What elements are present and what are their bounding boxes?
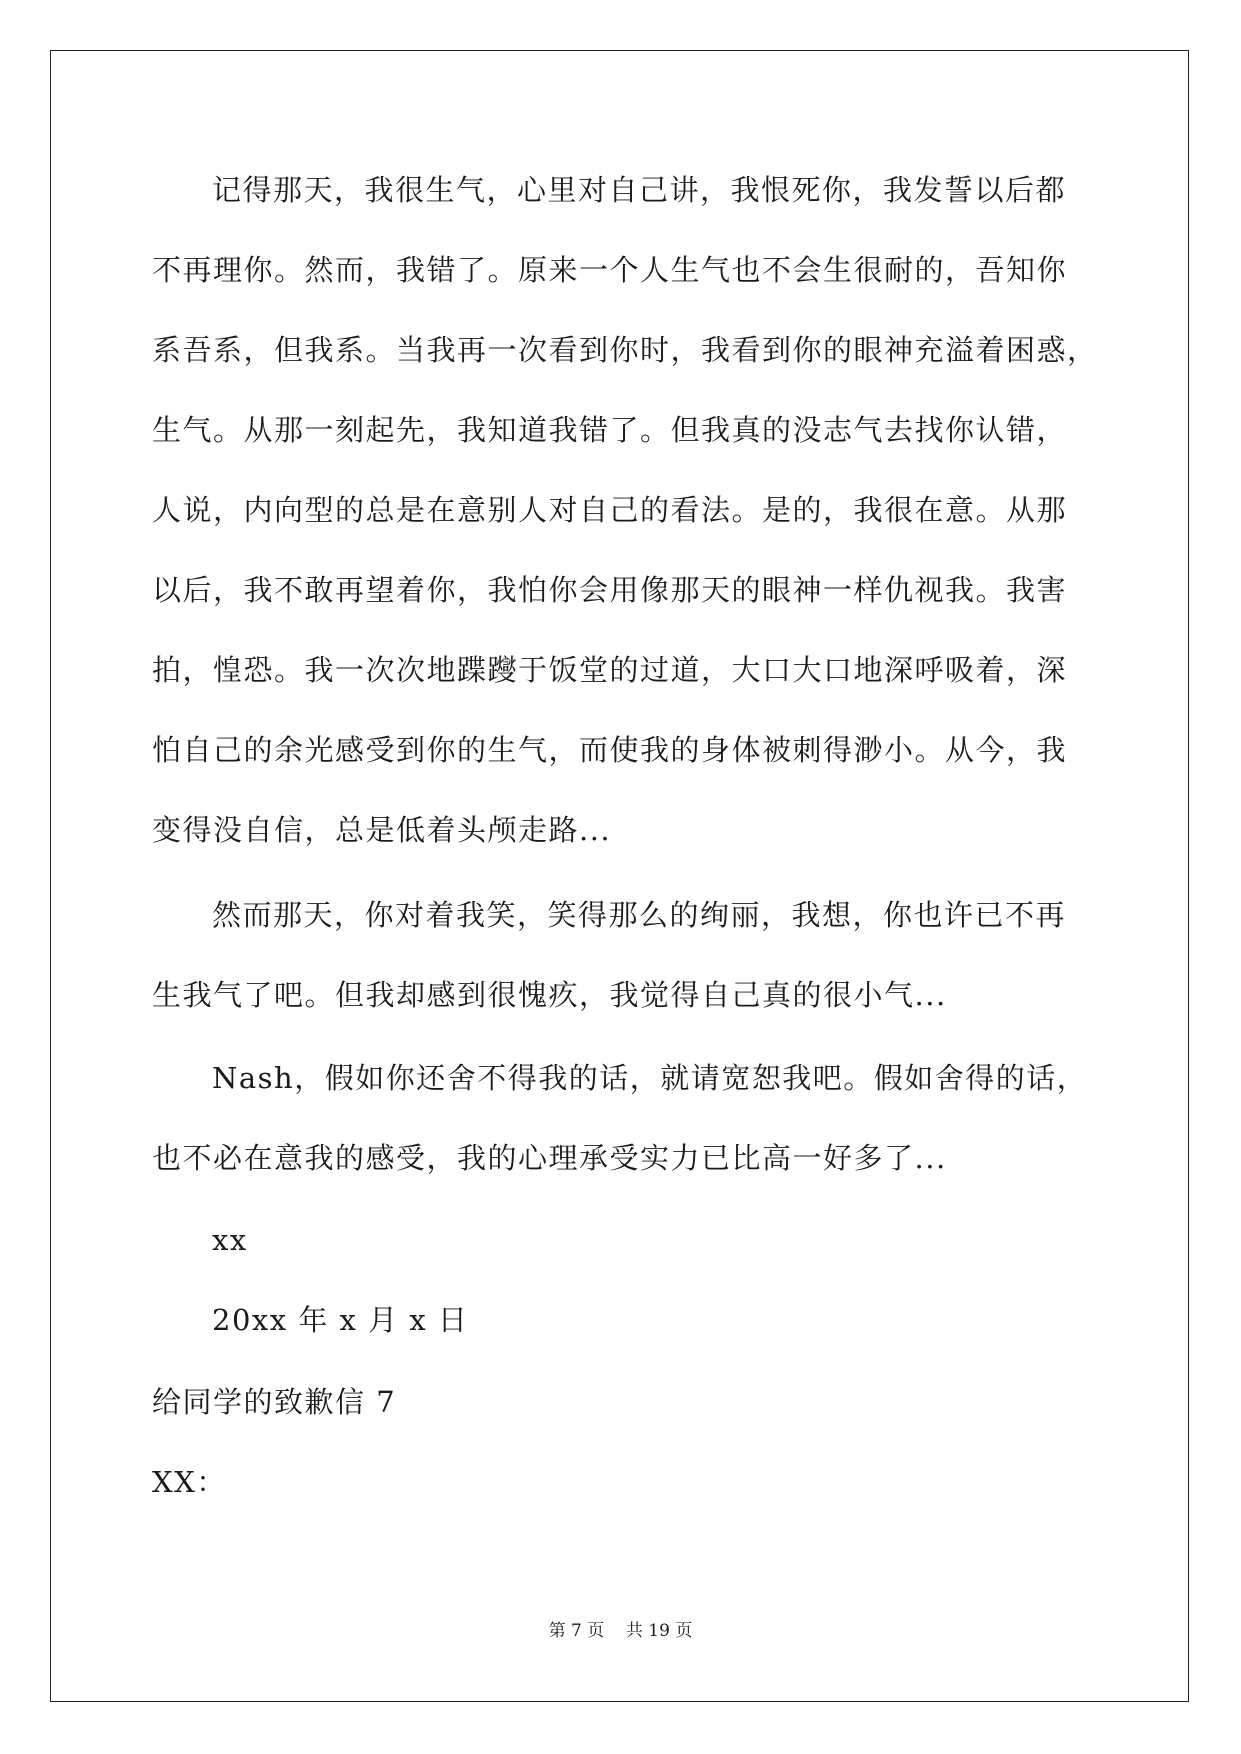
salutation: XX： [152, 1465, 227, 1499]
paragraph-line: 以后，我不敢再望着你，我怕你会用像那天的眼神一样仇视我。我害 [152, 573, 1068, 607]
paragraph-line: 系吾系，但我系。当我再一次看到你时，我看到你的眼神充溢着困惑， [152, 333, 1098, 367]
signature-name: xx [212, 1223, 248, 1257]
paragraph-line: 拍，惶恐。我一次次地蹀躞于饭堂的过道，大口大口地深呼吸着，深 [152, 653, 1068, 687]
page-number-footer: 第 7 页 共 19 页 [548, 1621, 693, 1641]
paragraph-line: 生我气了吧。但我却感到很愧疚，我觉得自己真的很小气... [152, 978, 947, 1012]
signature-date: 20xx 年 x 月 x 日 [212, 1303, 469, 1337]
paragraph-line: 变得没自信，总是低着头颅走路... [152, 813, 612, 847]
section-heading: 给同学的致歉信 7 [152, 1385, 397, 1419]
paragraph-line: 人说，内向型的总是在意别人对自己的看法。是的，我很在意。从那 [152, 493, 1068, 527]
paragraph-line: 然而那天，你对着我笑，笑得那么的绚丽，我想，你也许已不再 [212, 898, 1067, 932]
paragraph-line: 不再理你。然而，我错了。原来一个人生气也不会生很耐的，吾知你 [152, 253, 1068, 287]
paragraph-line: 怕自己的余光感受到你的生气，而使我的身体被刺得渺小。从今，我 [152, 733, 1068, 767]
paragraph-line: 也不必在意我的感受，我的心理承受实力已比高一好多了... [152, 1141, 947, 1175]
paragraph-line: 生气。从那一刻起先，我知道我错了。但我真的没志气去找你认错， [152, 413, 1068, 447]
paragraph-line: Nash，假如你还舍不得我的话，就请宽恕我吧。假如舍得的话， [212, 1061, 1088, 1095]
paragraph-line: 记得那天，我很生气，心里对自己讲，我恨死你，我发誓以后都 [212, 173, 1067, 207]
